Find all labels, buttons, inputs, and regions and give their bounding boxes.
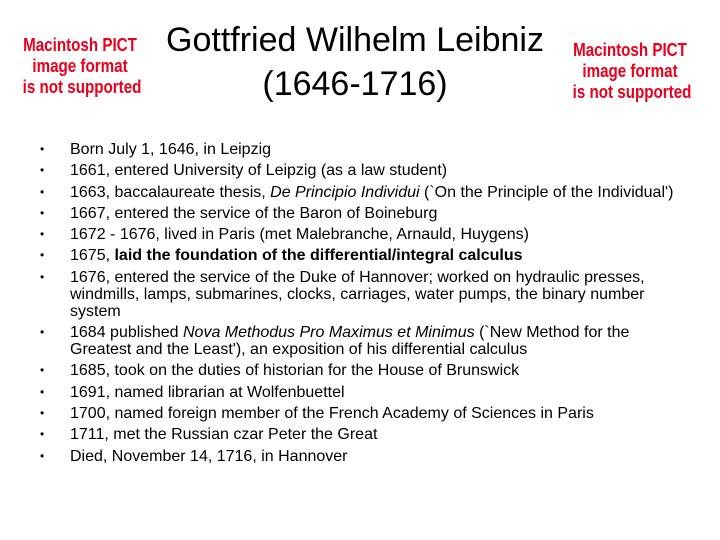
bullet-text	[70, 405, 680, 422]
bullet-dot-icon: •	[40, 248, 45, 263]
bullet-text-part: Born July 1, 1646, in Leipzig	[70, 141, 272, 158]
bullet-text	[70, 205, 680, 222]
bullet-text-part: (`New Method for the Greatest and the Least'), an exposition of his differential calculus	[70, 324, 630, 359]
image-placeholder-right	[572, 39, 692, 102]
bullet-text	[70, 162, 680, 179]
bullet-dot-icon: •	[40, 325, 45, 340]
bullet-italic-text: Nova Methodus Pro Maximus et Minimus	[182, 324, 475, 342]
bullet-text-part: 1684 published	[70, 324, 183, 342]
bullet-dot-icon: •	[40, 142, 45, 156]
bullet-item	[40, 226, 680, 243]
placeholder-line: image format	[32, 55, 128, 76]
bullet-item	[40, 324, 680, 358]
image-placeholder-left	[22, 34, 142, 97]
bullet-item	[40, 141, 680, 158]
bullet-text	[70, 324, 680, 358]
bullet-item	[40, 384, 680, 401]
bullet-item	[40, 426, 680, 443]
bullet-text	[70, 362, 680, 379]
placeholder-line: is not supported	[572, 81, 692, 102]
bullet-text-part: (`On the Principle of the Individual')	[419, 183, 674, 201]
bullet-dot-icon: •	[40, 184, 45, 199]
bullet-item	[40, 448, 680, 465]
placeholder-line: Macintosh PICT	[23, 34, 137, 55]
bullet-text-part: 1685, took on the duties of historian for the House of Brunswick	[70, 362, 520, 380]
bullet-dot-icon: •	[40, 363, 45, 378]
bullet-text-part: 1700, named foreign member of the French Academy of Sciences in Paris	[70, 404, 594, 422]
bullet-dot-icon: •	[40, 227, 45, 242]
title-line-2: (1646-1716)	[262, 65, 448, 103]
bullet-text	[70, 269, 680, 320]
bullet-text	[70, 141, 680, 158]
bullet-dot-icon: •	[40, 205, 45, 220]
bullet-dot-icon: •	[40, 448, 45, 463]
bullet-list	[40, 141, 680, 469]
bullet-item	[40, 205, 680, 222]
bullet-text	[70, 426, 680, 443]
bullet-text	[70, 247, 680, 264]
bullet-dot-icon: •	[40, 269, 45, 284]
placeholder-line: is not supported	[22, 76, 142, 97]
bullet-text-part: 1691, named librarian at Wolfenbuettel	[70, 383, 345, 401]
bullet-text	[70, 448, 680, 465]
bullet-item	[40, 162, 680, 179]
bullet-text	[70, 184, 680, 201]
bullet-dot-icon: •	[40, 163, 45, 178]
bullet-item	[40, 362, 680, 379]
title-line-1: Gottfried Wilhelm Leibniz	[166, 21, 544, 59]
bullet-text-part: 1672 - 1676, lived in Paris (met Malebranche, Arnauld, Huygens)	[70, 226, 529, 244]
bullet-dot-icon: •	[40, 384, 45, 399]
bullet-text	[70, 384, 680, 401]
bullet-text	[70, 226, 680, 243]
placeholder-line: Macintosh PICT	[573, 39, 687, 60]
bullet-dot-icon: •	[40, 405, 45, 420]
bullet-item	[40, 184, 680, 201]
bullet-text-part: 1676, entered the service of the Duke of Hannover; worked on hydraulic presses, windmills, lamps, submarines, clocks, carriages, water pumps, the binary number system	[70, 268, 645, 320]
bullet-italic-text: De Principio Individui	[270, 183, 420, 201]
bullet-bold-text: laid the foundation of the differential/integral calculus	[114, 247, 523, 265]
bullet-text-part: 1675,	[70, 247, 115, 265]
placeholder-line: image format	[582, 60, 678, 81]
bullet-text-part: 1663, baccalaureate thesis,	[70, 183, 271, 201]
bullet-dot-icon: •	[40, 427, 45, 442]
bullet-item	[40, 405, 680, 422]
bullet-item	[40, 269, 680, 320]
slide-title	[150, 18, 560, 106]
bullet-text-part: 1661, entered University of Leipzig (as a law student)	[70, 162, 448, 180]
bullet-text-part: 1667, entered the service of the Baron of Boineburg	[70, 204, 438, 222]
bullet-text-part: Died, November 14, 1716, in Hannover	[70, 447, 348, 465]
bullet-text-part: 1711, met the Russian czar Peter the Great	[70, 426, 378, 444]
bullet-item	[40, 247, 680, 264]
